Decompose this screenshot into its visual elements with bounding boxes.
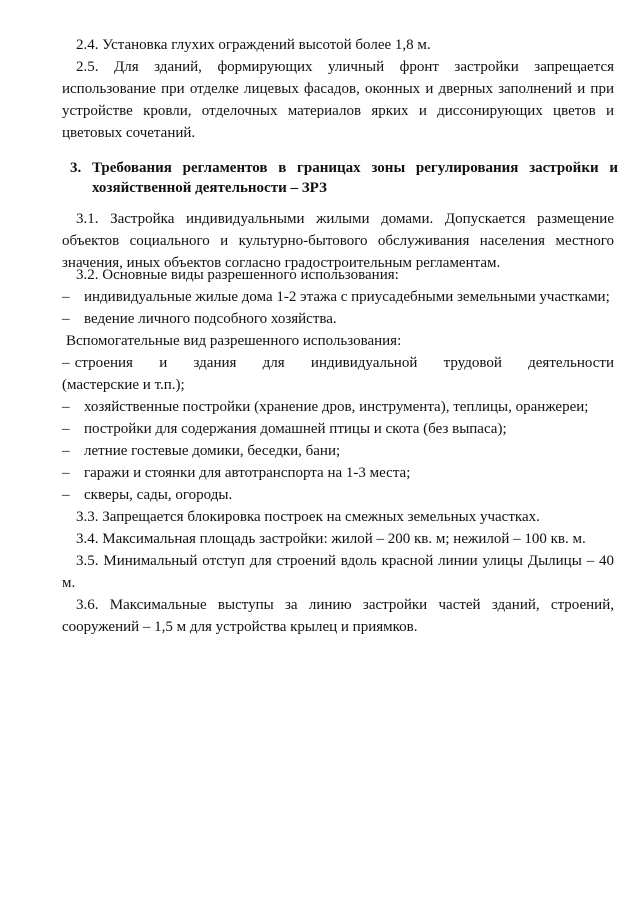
auxiliary-use-first-continuation: (мастерские и т.п.); [62,377,185,393]
dash-mark: – [62,311,70,327]
clause-2-5: 2.5. Для зданий, формирующих уличный фронт застройки запрещается использование при отделке лицевых фасадов, оконных и дверных заполнений и при устройстве кровли, отделочных материалов ярких и диссонирующих цветов и цветовых сочетаний. [62,59,614,141]
clause-2-4: 2.4. Установка глухих ограждений высотой более 1,8 м. [76,37,431,53]
main-use-item [62,308,614,330]
section-3-number: 3. [70,160,82,176]
dash-mark: – [62,289,70,305]
dash-mark: – [62,421,70,437]
clause-3-6: 3.6. Максимальные выступы за линию застройки частей зданий, строений, сооружений – 1,5 м для устройства крылец и приямков. [62,597,614,635]
clause-3-5: 3.5. Минимальный отступ для строений вдоль красной линии улицы Дылицы – 40 м. [62,553,614,591]
main-use-item [62,286,614,308]
clause-3-1: 3.1. Застройка индивидуальными жилыми домами. Допускается размещение объектов социального и культурно-бытового обслуживания населения местного значения, иных объектов согласно градостроительным регламентам. [62,211,614,271]
section-3-heading [70,158,618,198]
section-3-title: Требования регламентов в границах зоны регулирования застройки и хозяйственной деятельности – ЗРЗ [92,160,618,196]
clause-3-4: 3.4. Максимальная площадь застройки: жилой – 200 кв. м; нежилой – 100 кв. м. [76,531,586,547]
clause-3-3: 3.3. Запрещается блокировка построек на смежных земельных участках. [76,509,540,525]
clause-3-2: 3.2. Основные виды разрешенного использования: [76,267,399,283]
auxiliary-use-item [62,396,614,418]
auxiliary-use-text: хозяйственные постройки (хранение дров, инструмента), теплицы, оранжереи; [84,399,589,415]
auxiliary-use-item [62,484,614,506]
auxiliary-use-text: скверы, сады, огороды. [84,487,233,503]
auxiliary-use-text: гаражи и стоянки для автотранспорта на 1-3 места; [84,465,411,481]
dash-mark: – [62,443,70,459]
auxiliary-use-text: постройки для содержания домашней птицы и скота (без выпаса); [84,421,507,437]
auxiliary-use-item [62,462,614,484]
dash-mark: – [62,465,70,481]
auxiliary-use-text: летние гостевые домики, беседки, бани; [84,443,341,459]
auxiliary-use-first-line: – строения и здания для индивидуальной трудовой деятельности [62,355,614,371]
dash-mark: – [62,487,70,503]
main-use-text: ведение личного подсобного хозяйства. [84,311,337,327]
main-use-text: индивидуальные жилые дома 1-2 этажа с приусадебными земельными участками; [84,289,610,305]
dash-mark: – [62,399,70,415]
auxiliary-use-item [62,418,614,440]
auxiliary-use-item [62,440,614,462]
auxiliary-uses-title: Вспомогательные вид разрешенного использования: [66,333,402,349]
